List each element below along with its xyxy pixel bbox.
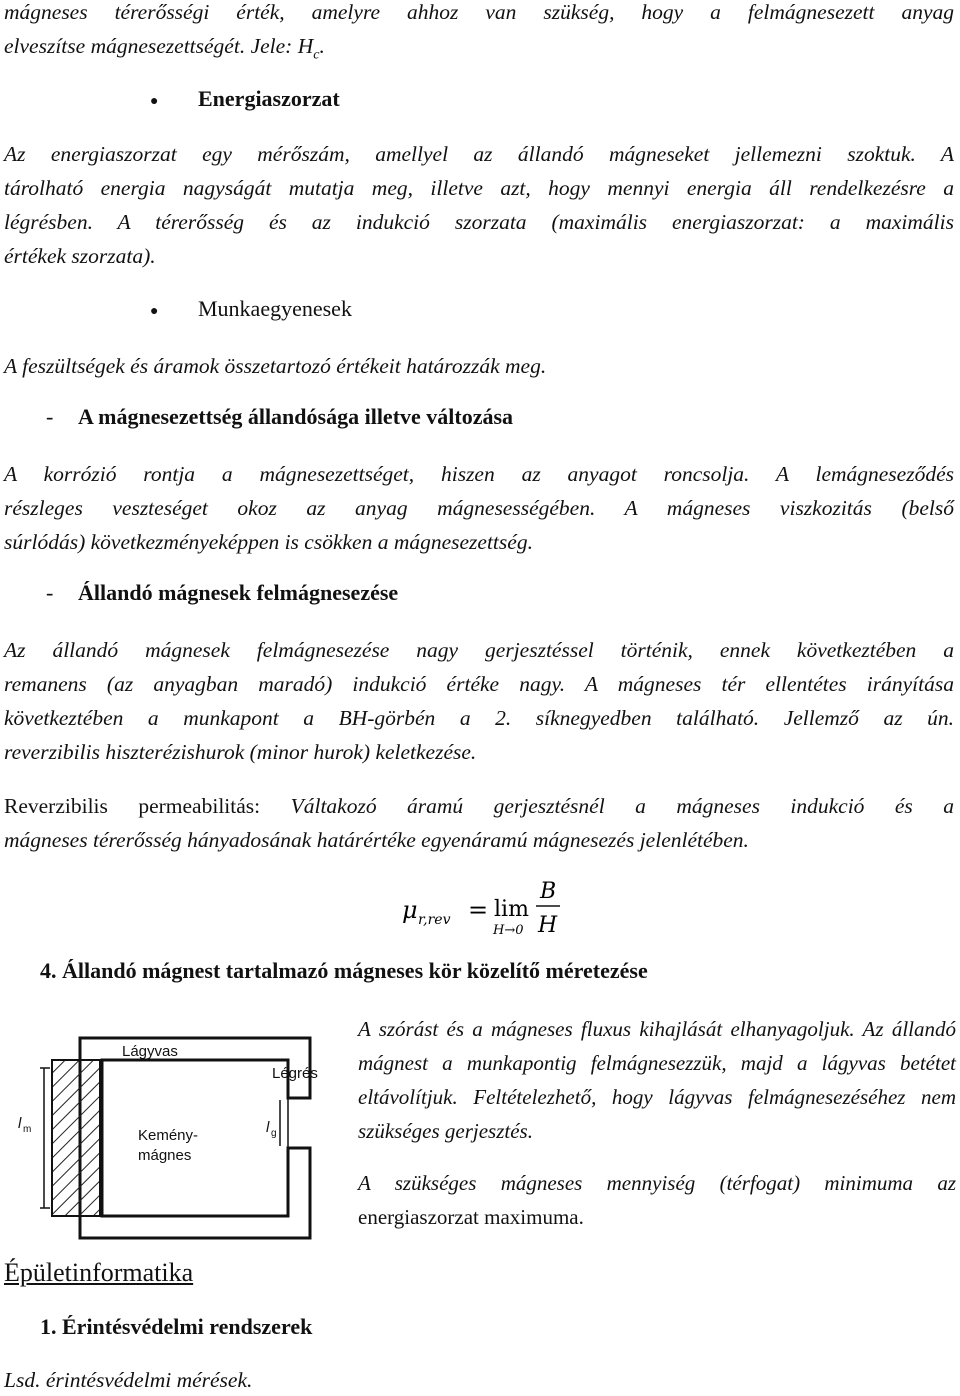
paragraph-line: Az energiaszorzat egy mérőszám, amellyel az állandó mágneseket jellemezni szoktuk. A	[4, 142, 954, 166]
paragraph-line: Reverzibilis permeabilitás: Váltakozó áramú gerjesztésnél a mágneses indukció és a	[4, 794, 954, 818]
svg-text:l: l	[18, 1115, 22, 1132]
permeability-formula	[400, 872, 600, 944]
paragraph-line: Az állandó mágnesek felmágnesezése nagy gerjesztéssel történik, ennek következtében a	[4, 638, 954, 662]
paragraph-line: A feszültségek és áramok összetartozó értékeit határozzák meg.	[4, 354, 547, 378]
bullet-icon: ●	[150, 94, 159, 109]
svg-text:Légrés: Légrés	[272, 1065, 318, 1082]
paragraph-line: A korrózió rontja a mágnesezettséget, hiszen az anyagot roncsolja. A lemágneseződés	[4, 462, 954, 486]
paragraph-line: súrlódás) következményeképpen is csökken a mágnesezettség.	[4, 530, 533, 554]
paragraph-line: légrésben. A térerősség és az indukció szorzata (maximális energiaszorzat: a maximális	[4, 210, 954, 234]
svg-text:B: B	[540, 879, 557, 904]
svg-text:g: g	[271, 1128, 277, 1139]
chapter-title: Épületinformatika	[4, 1258, 194, 1287]
paragraph-line: értékek szorzata).	[4, 244, 156, 268]
svg-text:l: l	[266, 1119, 270, 1136]
svg-text:m: m	[23, 1124, 32, 1135]
paragraph-line: mágneses térerősségi érték, amelyre ahhoz van szükség, hogy a felmágnesezett anyag	[4, 0, 954, 24]
paragraph-line: tárolható energia nagyságát mutatja meg, illetve azt, hogy mennyi energia áll rendelkezésre a	[4, 176, 954, 200]
section-heading: Állandó mágnesek felmágnesezése	[78, 580, 399, 605]
magnetic-circuit-figure	[18, 1028, 340, 1248]
paragraph-line: energiaszorzat maximuma.	[358, 1205, 584, 1229]
dash-marker: -	[46, 580, 54, 605]
svg-text:H: H	[538, 913, 558, 938]
svg-text:=: =	[468, 896, 489, 924]
paragraph-line: következtében a munkapont a BH-görbén a 2. síknegyedben található. Jellemző az ún.	[4, 706, 954, 730]
bullet-icon: ●	[150, 304, 159, 319]
section-heading: 4. Állandó mágnest tartalmazó mágneses kör közelítő méretezése	[40, 958, 648, 983]
svg-text:Lágyvas: Lágyvas	[122, 1043, 178, 1060]
svg-text:Kemény-: Kemény-	[138, 1127, 199, 1144]
svg-text:r,rev: r,rev	[418, 912, 451, 928]
svg-text:H→0: H→0	[493, 923, 524, 938]
paragraph-line: elveszítse mágnesezettségét. Jele: $H_c$.	[4, 34, 325, 63]
paragraph-line: részleges veszteséget okoz az anyag mágnesességében. A mágneses viszkozitás (belső	[4, 496, 954, 520]
section-heading: A mágnesezettség állandósága illetve változása	[78, 404, 514, 429]
section-heading: 1. Érintésvédelmi rendszerek	[40, 1314, 313, 1339]
section-heading: Energiaszorzat	[198, 86, 340, 111]
svg-text:mágnes: mágnes	[138, 1147, 192, 1164]
hard-magnet-block	[52, 1060, 100, 1216]
paragraph-line: A szükséges mágneses mennyiség (térfogat) minimuma az	[358, 1171, 956, 1195]
paragraph-line: reverzibilis hiszterézishurok (minor hurok) keletkezése.	[4, 740, 477, 764]
dash-marker: -	[46, 404, 54, 429]
paragraph-line: remanens (az anyagban maradó) indukció értéke nagy. A mágneses tér ellentétes irányítása	[4, 672, 954, 696]
svg-text:lim: lim	[494, 897, 529, 922]
paragraph-line: Lsd. érintésvédelmi mérések.	[4, 1368, 253, 1392]
paragraph: A szórást és a mágneses fluxus kihajlását elhanyagoljuk. Az állandó mágnest a munkapontig felmágnesezzük, majd a lágyvas betétet eltávolítjuk. Feltételezhető, hogy lágyvas felmágnesezéséhez nem szükséges gerjesztés.	[358, 1017, 956, 1143]
paragraph-line: mágneses térerősség hányadosának határértéke egyenáramú mágnesezés jelenlétében.	[4, 828, 749, 852]
section-heading: Munkaegyenesek	[198, 296, 352, 321]
svg-text:μ: μ	[402, 896, 418, 924]
